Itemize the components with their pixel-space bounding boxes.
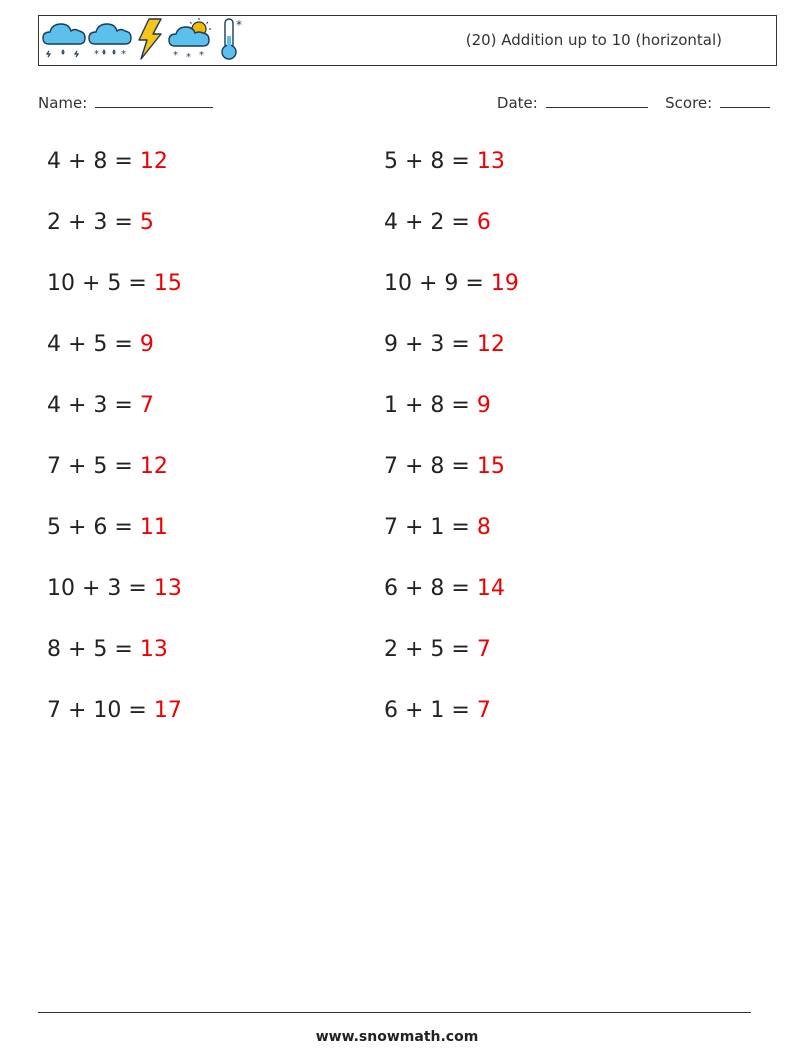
problem-answer: 13 bbox=[153, 576, 182, 601]
problem-expression: 4 + 2 = bbox=[384, 210, 470, 235]
problem-expression: 7 + 5 = bbox=[47, 454, 133, 479]
problem-expression: 2 + 5 = bbox=[384, 637, 470, 662]
date-blank bbox=[546, 92, 648, 108]
problem-answer: 13 bbox=[139, 637, 168, 662]
problem-item bbox=[384, 634, 491, 666]
problem-answer: 19 bbox=[490, 271, 519, 296]
problem-answer: 9 bbox=[139, 332, 154, 357]
problem-expression: 7 + 1 = bbox=[384, 515, 470, 540]
problem-answer: 7 bbox=[476, 698, 491, 723]
worksheet-header bbox=[38, 15, 777, 66]
problem-expression: 7 + 8 = bbox=[384, 454, 470, 479]
date-label: Date: bbox=[496, 94, 538, 112]
footer-divider bbox=[38, 1012, 751, 1013]
footer-url: www.snowmath.com bbox=[315, 1029, 479, 1045]
problem-expression: 8 + 5 = bbox=[47, 637, 133, 662]
problem-item bbox=[384, 451, 505, 483]
problem-item bbox=[384, 146, 505, 178]
problem-expression: 4 + 8 = bbox=[47, 149, 133, 174]
problem-expression: 7 + 10 = bbox=[47, 698, 147, 723]
problem-item bbox=[384, 573, 505, 605]
problem-expression: 10 + 5 = bbox=[47, 271, 147, 296]
problem-item bbox=[384, 390, 491, 422]
svg-text:*: * bbox=[121, 49, 126, 60]
date-score-fields bbox=[497, 92, 770, 114]
problem-answer: 7 bbox=[139, 393, 154, 418]
svg-text:*: * bbox=[173, 50, 178, 61]
problem-item bbox=[384, 329, 505, 361]
svg-text:*: * bbox=[199, 50, 204, 61]
problem-answer: 12 bbox=[139, 149, 168, 174]
problem-answer: 6 bbox=[476, 210, 491, 235]
problem-expression: 4 + 3 = bbox=[47, 393, 133, 418]
problem-expression: 6 + 8 = bbox=[384, 576, 470, 601]
sun-snow-cloud-icon bbox=[167, 16, 215, 66]
problem-answer: 15 bbox=[153, 271, 182, 296]
problem-item bbox=[47, 634, 168, 666]
name-blank bbox=[95, 92, 213, 108]
name-label: Name: bbox=[38, 94, 88, 112]
problem-answer: 8 bbox=[476, 515, 491, 540]
problem-item bbox=[47, 268, 182, 300]
problem-expression: 10 + 3 = bbox=[47, 576, 147, 601]
problem-expression: 6 + 1 = bbox=[384, 698, 470, 723]
rain-thunder-cloud-icon bbox=[41, 16, 87, 66]
name-field bbox=[38, 92, 213, 114]
cold-thermometer-icon bbox=[215, 16, 249, 66]
problem-expression: 1 + 8 = bbox=[384, 393, 470, 418]
weather-icons bbox=[41, 18, 249, 64]
problem-answer: 5 bbox=[139, 210, 154, 235]
problem-answer: 12 bbox=[139, 454, 168, 479]
lightning-bolt-icon bbox=[133, 16, 167, 66]
problem-expression: 4 + 5 = bbox=[47, 332, 133, 357]
problem-expression: 5 + 8 = bbox=[384, 149, 470, 174]
svg-text:*: * bbox=[186, 52, 191, 62]
problem-item bbox=[384, 268, 519, 300]
problem-answer: 17 bbox=[153, 698, 182, 723]
problem-answer: 9 bbox=[476, 393, 491, 418]
svg-text:*: * bbox=[236, 18, 242, 32]
problem-item bbox=[47, 451, 168, 483]
worksheet-title: (20) Addition up to 10 (horizontal) bbox=[465, 31, 722, 49]
problem-expression: 2 + 3 = bbox=[47, 210, 133, 235]
problem-item bbox=[47, 573, 182, 605]
problem-answer: 13 bbox=[476, 149, 505, 174]
score-blank bbox=[720, 92, 770, 108]
problem-answer: 12 bbox=[476, 332, 505, 357]
problem-item bbox=[384, 695, 491, 727]
svg-text:*: * bbox=[94, 49, 99, 60]
problem-expression: 10 + 9 = bbox=[384, 271, 484, 296]
snow-rain-cloud-icon bbox=[87, 16, 133, 66]
problem-answer: 11 bbox=[139, 515, 168, 540]
problem-answer: 14 bbox=[476, 576, 505, 601]
problem-answer: 15 bbox=[476, 454, 505, 479]
problem-item bbox=[47, 695, 182, 727]
score-label: Score: bbox=[665, 94, 713, 112]
problem-item bbox=[47, 512, 168, 544]
problem-item bbox=[47, 390, 154, 422]
problem-expression: 5 + 6 = bbox=[47, 515, 133, 540]
problem-item bbox=[47, 146, 168, 178]
problem-item bbox=[47, 329, 154, 361]
problem-item bbox=[47, 207, 154, 239]
problem-expression: 9 + 3 = bbox=[384, 332, 470, 357]
problem-answer: 7 bbox=[476, 637, 491, 662]
problem-item bbox=[384, 207, 491, 239]
problem-item bbox=[384, 512, 491, 544]
